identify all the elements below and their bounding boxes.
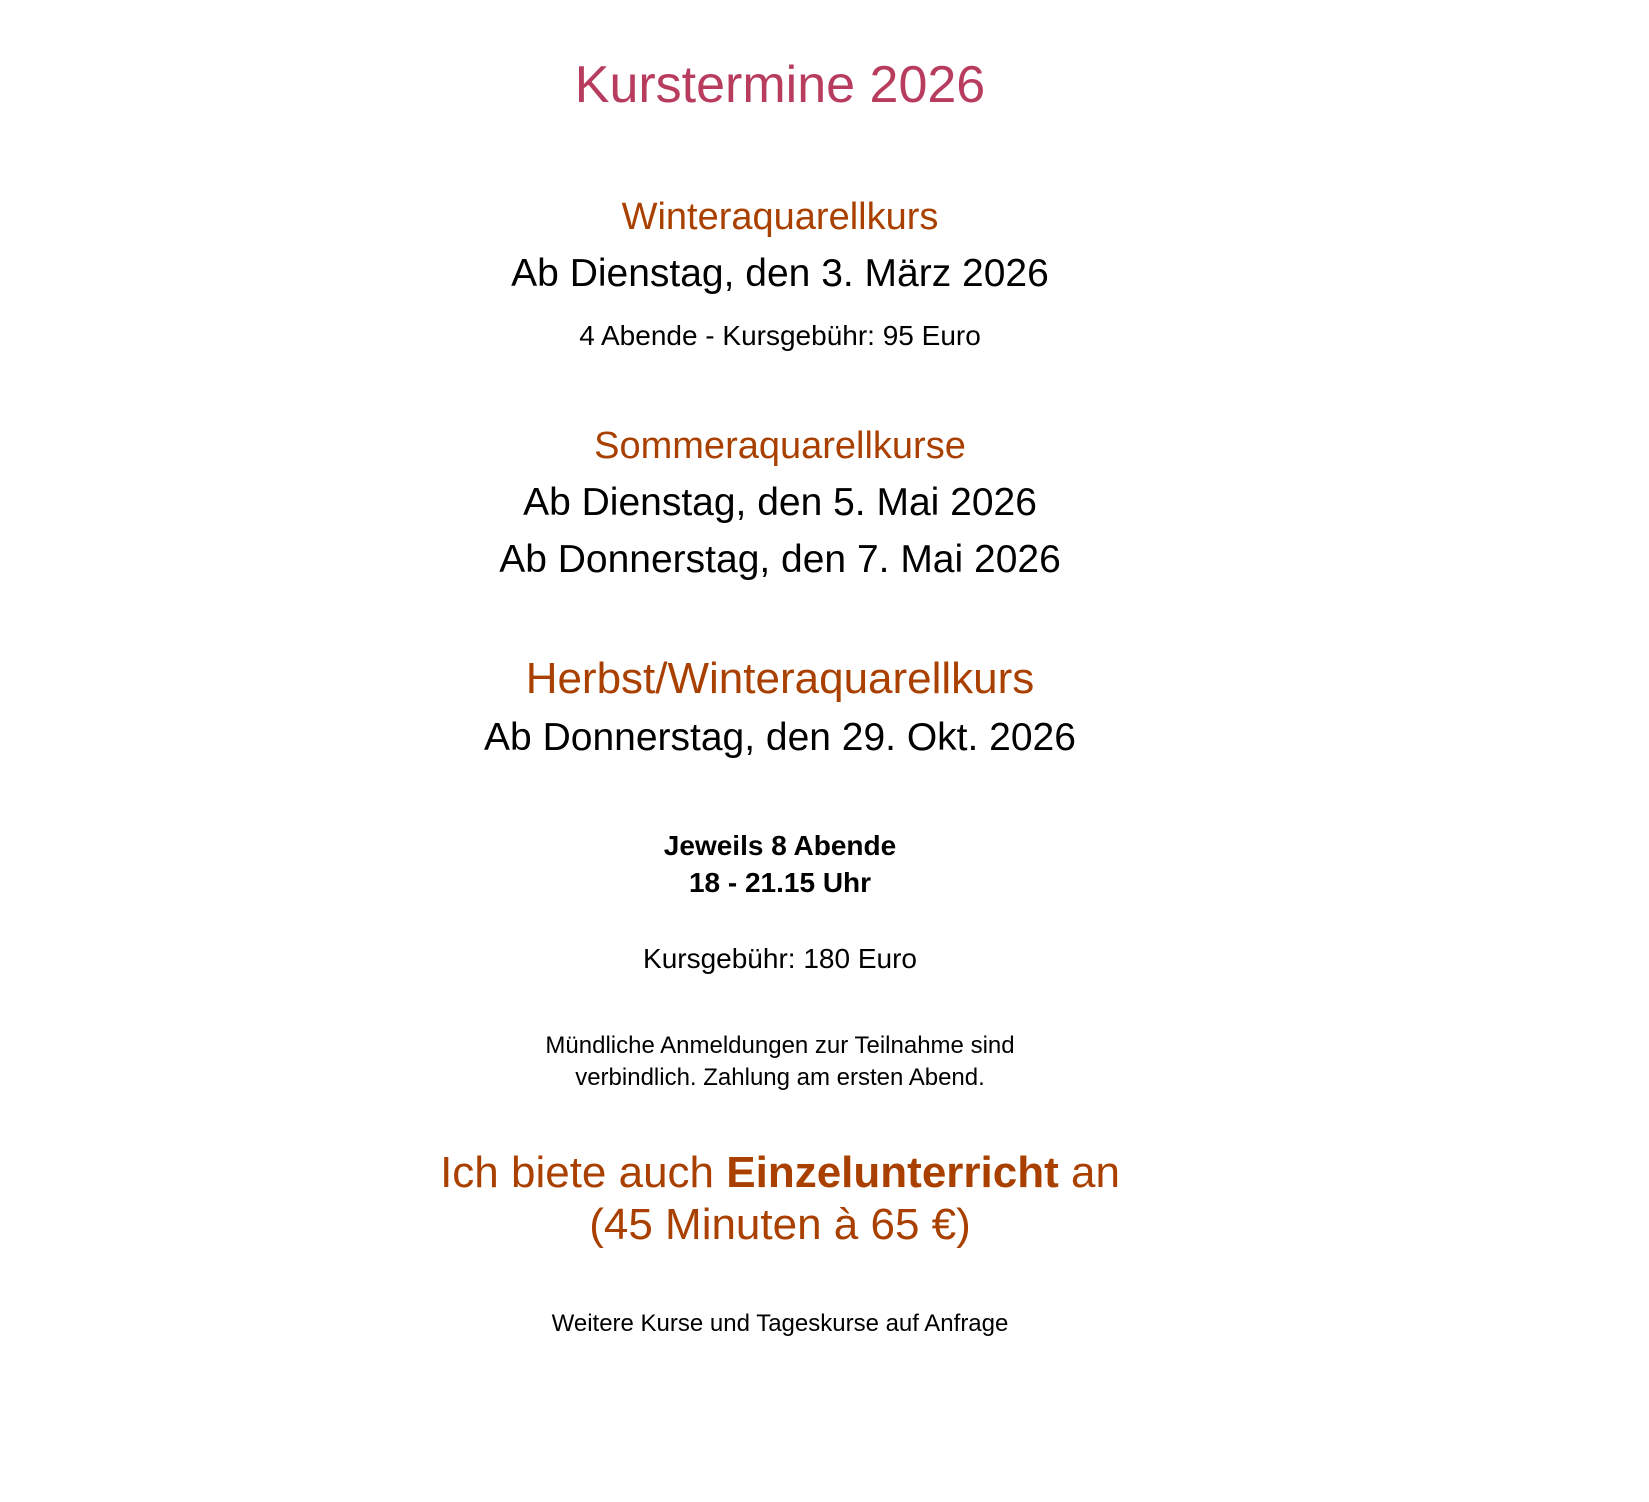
- winter-course-heading: Winteraquarellkurs: [621, 196, 939, 238]
- course-fee: Kursgebühr: 180 Euro: [643, 943, 917, 974]
- private-lessons-price: (45 Minuten à 65 €): [589, 1200, 971, 1249]
- winter-course-date: Ab Dienstag, den 3. März 2026: [511, 252, 1049, 295]
- course-time: 18 - 21.15 Uhr: [688, 867, 872, 898]
- evenings-count: Jeweils 8 Abende: [663, 830, 897, 861]
- page-title: Kurstermine 2026: [574, 56, 986, 114]
- autumn-course-heading: Herbst/Winteraquarellkurs: [525, 654, 1035, 703]
- footer-note: Weitere Kurse und Tageskurse auf Anfrage: [551, 1310, 1009, 1337]
- summer-course-heading: Sommeraquarellkurse: [594, 425, 966, 467]
- winter-course-info: 4 Abende - Kursgebühr: 95 Euro: [579, 320, 981, 351]
- private-suffix: an: [1058, 1148, 1120, 1197]
- private-prefix: Ich biete auch: [440, 1148, 727, 1197]
- registration-note-line-2: verbindlich. Zahlung am ersten Abend.: [575, 1064, 985, 1091]
- private-highlight: Einzelunterricht: [726, 1148, 1059, 1197]
- registration-note-line-1: Mündliche Anmeldungen zur Teilnahme sind: [545, 1032, 1015, 1059]
- summer-course-date-1: Ab Dienstag, den 5. Mai 2026: [523, 481, 1037, 524]
- autumn-course-date: Ab Donnerstag, den 29. Okt. 2026: [484, 716, 1076, 759]
- private-lessons-offer: [0, 1148, 1560, 1199]
- summer-course-date-2: Ab Donnerstag, den 7. Mai 2026: [499, 538, 1061, 581]
